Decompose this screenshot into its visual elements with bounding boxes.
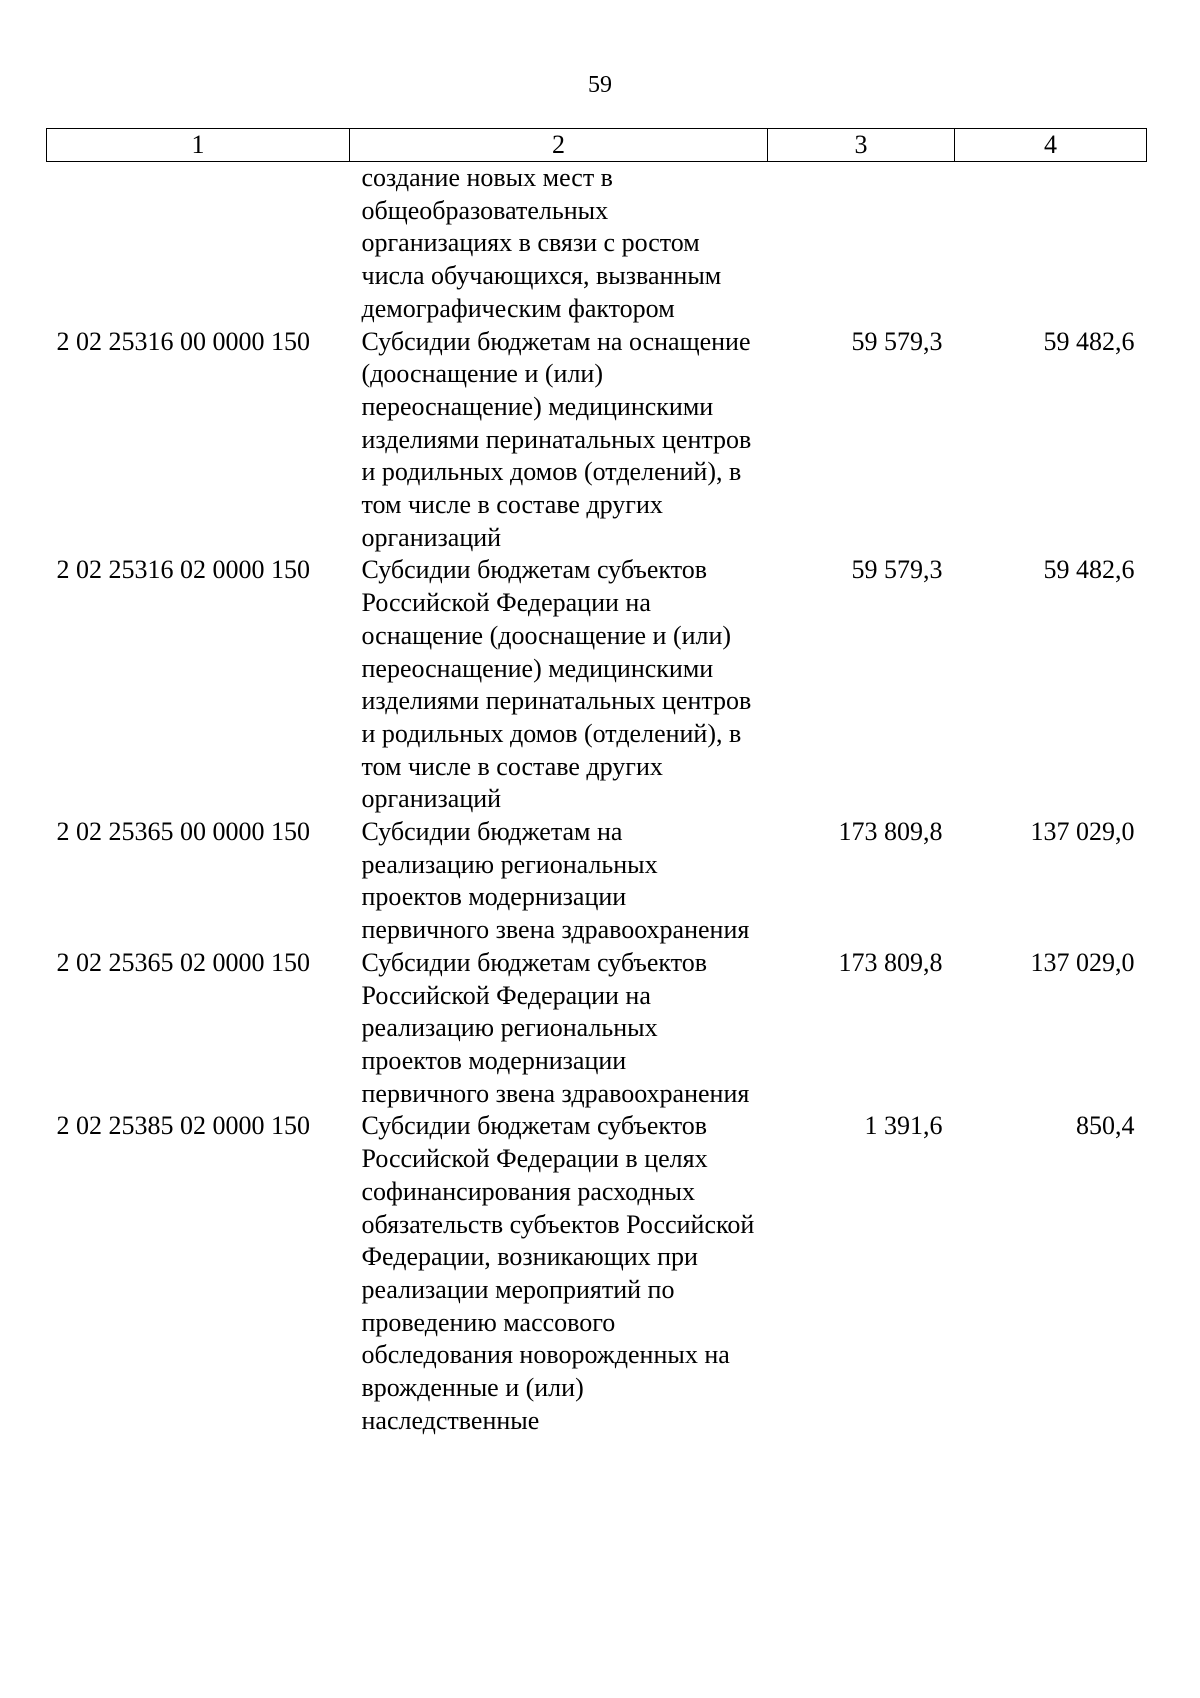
page-number: 59 — [588, 72, 612, 98]
table-row — [47, 816, 1147, 947]
row-value-4: 137 029,0 — [1030, 817, 1135, 847]
table-row — [47, 1110, 1147, 1437]
table-row — [47, 554, 1147, 816]
row-code: 2 02 25316 02 0000 150 — [56, 555, 310, 585]
row-value-4 — [955, 162, 1147, 326]
row-value-3: 59 579,3 — [851, 555, 943, 585]
column-header-3: 3 — [768, 129, 955, 162]
column-header-1: 1 — [47, 129, 350, 162]
row-code: 2 02 25316 00 0000 150 — [56, 326, 310, 356]
row-code: 2 02 25365 02 0000 150 — [56, 947, 310, 977]
table-header-row — [47, 129, 1147, 162]
row-description: создание новых мест в общеобразовательных организациях в связи с ростом числа обучающихся, вызванным демографическим фактором — [361, 163, 722, 323]
row-description: Субсидии бюджетам субъектов Российской Федерации в целях софинансирования расходных обязательств субъектов Российской Федерации, возникающих при реализации мероприятий по проведению массового обследования новорожденных на врожденные и (или) наследственные — [361, 1111, 755, 1435]
row-description: Субсидии бюджетам на реализацию региональных проектов модернизации первичного звена здравоохранения — [361, 817, 750, 945]
column-header-2: 2 — [350, 129, 768, 162]
row-value-3: 59 579,3 — [851, 326, 943, 356]
row-code — [47, 162, 350, 326]
table-row — [47, 162, 1147, 326]
column-header-4: 4 — [955, 129, 1147, 162]
row-value-4: 59 482,6 — [1043, 326, 1135, 356]
row-value-4: 59 482,6 — [1043, 555, 1135, 585]
row-description: Субсидии бюджетам субъектов Российской Федерации на реализацию региональных проектов модернизации первичного звена здравоохранения — [361, 947, 750, 1108]
row-description: Субсидии бюджетам на оснащение (дооснащение и (или) переоснащение) медицинскими изделиями перинатальных центров и родильных домов (отделений), в том числе в составе других организаций — [361, 326, 752, 552]
row-value-3: 173 809,8 — [838, 947, 943, 977]
table-row — [47, 947, 1147, 1111]
row-value-4: 850,4 — [1076, 1111, 1135, 1141]
row-value-3: 173 809,8 — [838, 817, 943, 847]
row-code: 2 02 25365 00 0000 150 — [56, 817, 310, 847]
row-value-4: 137 029,0 — [1030, 947, 1135, 977]
row-code: 2 02 25385 02 0000 150 — [56, 1111, 310, 1141]
row-value-3 — [768, 162, 955, 326]
budget-table — [46, 128, 1147, 1437]
row-description: Субсидии бюджетам субъектов Российской Федерации на оснащение (дооснащение и (или) переоснащение) медицинскими изделиями перинатальных центров и родильных домов (отделений), в том числе в составе других организаций — [361, 555, 752, 814]
row-value-3: 1 391,6 — [864, 1111, 943, 1141]
table-row — [47, 326, 1147, 555]
